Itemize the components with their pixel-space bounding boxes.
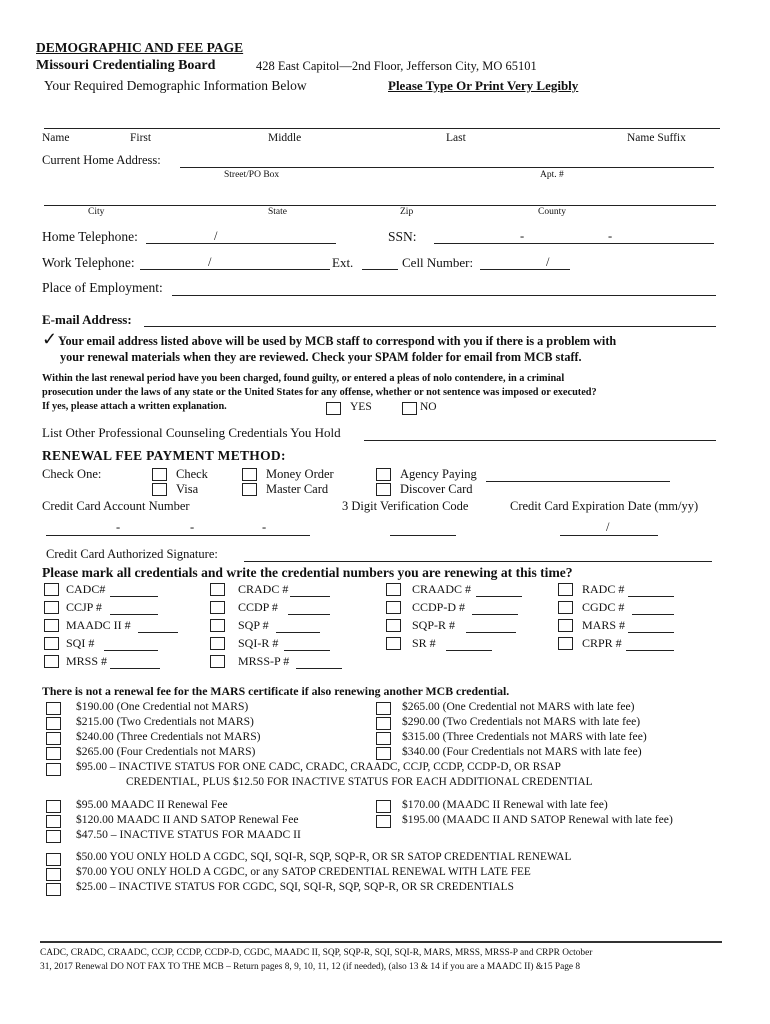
cradc-label: CRADC # (238, 582, 289, 596)
yes-label: YES (350, 401, 372, 413)
email-notice-line1: Your email address listed above will be used by MCB staff to correspond with you if there is a problem with (58, 334, 617, 348)
zip-label: Zip (400, 207, 414, 217)
fee-three-label: $240.00 (Three Credentials not MARS) (76, 730, 261, 743)
cadc-checkbox[interactable] (44, 583, 59, 596)
apt-input[interactable] (572, 152, 712, 167)
inactive-fee-line2: CREDENTIAL, PLUS $12.50 FOR INACTIVE STATUS FOR EACH ADDITIONAL CREDENTIAL (126, 776, 593, 788)
cell-number-label: Cell Number: (402, 255, 474, 270)
master-card-checkbox[interactable] (242, 483, 257, 496)
satop-late-checkbox[interactable] (46, 868, 61, 881)
maadc-ii-checkbox[interactable] (44, 619, 59, 632)
city-label: City (88, 207, 105, 217)
middle-label: Middle (268, 132, 302, 144)
footer-divider (40, 941, 722, 943)
cradc-checkbox[interactable] (210, 583, 225, 596)
phone-slash: / (214, 229, 218, 243)
money-order-label: Money Order (266, 467, 334, 481)
ccdp-d-label: CCDP-D # (412, 600, 466, 614)
maadc-late-label: $170.00 (MAADC II Renewal with late fee) (402, 798, 608, 811)
cell-number-input[interactable] (480, 254, 570, 269)
sqi-r-label: SQI-R # (238, 636, 279, 650)
city-input[interactable] (46, 190, 226, 205)
first-label: First (130, 132, 152, 144)
work-telephone-label: Work Telephone: (42, 255, 135, 270)
sr-label: SR # (412, 636, 436, 650)
maadc-satop-late-checkbox[interactable] (376, 815, 391, 828)
legibility-instruction: Please Type Or Print Very Legibly (388, 78, 579, 93)
satop-inactive-label: $25.00 – INACTIVE STATUS FOR CGDC, SQI, SQI-R, SQP, SQP-R, OR SR CREDENTIALS (76, 881, 514, 893)
mrss-p-label: MRSS-P # (238, 654, 290, 668)
discover-card-label: Discover Card (400, 482, 473, 496)
agency-paying-checkbox[interactable] (376, 468, 391, 481)
sqi-r-checkbox[interactable] (210, 637, 225, 650)
fee-one-checkbox[interactable] (46, 702, 61, 715)
sqp-checkbox[interactable] (210, 619, 225, 632)
fee-three-checkbox[interactable] (46, 732, 61, 745)
other-credentials-label: List Other Professional Counseling Credentials You Hold (42, 425, 341, 440)
legal-line3: If yes, please attach a written explanation. (42, 401, 227, 412)
sqp-label: SQP # (238, 618, 269, 632)
maadc-inactive-checkbox[interactable] (46, 830, 61, 843)
ssn-dash-1: - (520, 229, 525, 243)
crpr-label: CRPR # (582, 636, 622, 650)
fee-four-late-label: $340.00 (Four Credentials not MARS with late fee) (402, 745, 642, 758)
email-label: E-mail Address: (42, 312, 132, 327)
visa-label: Visa (176, 482, 199, 496)
mrss-checkbox[interactable] (44, 655, 59, 668)
subtitle: Your Required Demographic Information Below (44, 78, 307, 93)
sqp-r-checkbox[interactable] (386, 619, 401, 632)
legal-line1: Within the last renewal period have you been charged, found guilty, or entered a pleas of nolo contendere, in a criminal (42, 373, 565, 384)
legal-line2: prosecution under the laws of any state or the United States for any offense, whether or not sentence was imposed or executed? (42, 387, 597, 398)
email-input[interactable] (144, 310, 716, 325)
work-slash: / (208, 255, 212, 269)
expiration-slash: / (606, 520, 610, 534)
satop-inactive-checkbox[interactable] (46, 883, 61, 896)
fee-heading: There is not a renewal fee for the MARS certificate if also renewing another MCB credential. (42, 684, 510, 698)
fee-one-late-label: $265.00 (One Credential not MARS with late fee) (402, 700, 635, 713)
signature-label: Credit Card Authorized Signature: (46, 547, 218, 561)
ccjp-label: CCJP # (66, 600, 102, 614)
checkmark-icon: ✓ (42, 329, 58, 349)
zip-input[interactable] (390, 190, 520, 205)
cvv-label: 3 Digit Verification Code (342, 499, 469, 513)
satop-late-label: $70.00 YOU ONLY HOLD A CGDC, or any SATOP CREDENTIAL RENEWAL WITH LATE FEE (76, 866, 531, 878)
ssn-dash-2: - (608, 229, 613, 243)
home-telephone-label: Home Telephone: (42, 229, 138, 244)
work-telephone-input[interactable] (140, 254, 330, 269)
cadc-label: CADC# (66, 582, 106, 596)
apt-label: Apt. # (540, 170, 564, 180)
satop-fee-label: $50.00 YOU ONLY HOLD A CGDC, SQI, SQI-R, SQP, SQP-R, OR SR SATOP CREDENTIAL RENEWAL (76, 851, 572, 863)
state-input[interactable] (232, 190, 382, 205)
inactive-fee-line1: $95.00 – INACTIVE STATUS FOR ONE CADC, CRADC, CRAADC, CCJP, CCDP, CCDP-D, OR RSAP (76, 761, 561, 773)
craadc-label: CRAADC # (412, 582, 472, 596)
street-input[interactable] (182, 152, 562, 167)
crpr-checkbox[interactable] (558, 637, 573, 650)
home-address-label: Current Home Address: (42, 153, 161, 167)
visa-checkbox[interactable] (152, 483, 167, 496)
ccdp-label: CCDP # (238, 600, 278, 614)
last-label: Last (446, 132, 466, 144)
cgdc-checkbox[interactable] (558, 601, 573, 614)
maadc-late-checkbox[interactable] (376, 800, 391, 813)
check-one-label: Check One: (42, 467, 102, 481)
ccdp-checkbox[interactable] (210, 601, 225, 614)
cc-dash-2: - (190, 520, 195, 534)
sqi-label: SQI # (66, 636, 95, 650)
discover-card-checkbox[interactable] (376, 483, 391, 496)
footer-line2: 31, 2017 Renewal DO NOT FAX TO THE MCB – Return pages 8, 9, 10, 11, 12 (if needed), (also 13 & 14 if you are a MAADC II) &15 Page 8 (40, 962, 581, 972)
craadc-checkbox[interactable] (386, 583, 401, 596)
footer-line1: CADC, CRADC, CRAADC, CCJP, CCDP, CCDP-D, CGDC, MAADC II, SQP, SQP-R, SQI, SQI-R, MARS, MRSS, MRSS-P and CRPR October (40, 948, 593, 958)
maadc-ii-label: MAADC II # (66, 618, 131, 632)
other-credentials-input[interactable] (364, 424, 716, 439)
cc-dash-1: - (116, 520, 121, 534)
last-name-input[interactable] (408, 112, 608, 127)
cell-slash: / (546, 255, 550, 269)
mars-checkbox[interactable] (558, 619, 573, 632)
maadc-satop-late-label: $195.00 (MAADC II AND SATOP Renewal with late fee) (402, 813, 673, 826)
maadc-fee-checkbox[interactable] (46, 800, 61, 813)
page-title: DEMOGRAPHIC AND FEE PAGE (36, 40, 244, 55)
fee-four-late-checkbox[interactable] (376, 747, 391, 760)
radc-label: RADC # (582, 582, 625, 596)
mars-label: MARS # (582, 618, 626, 632)
fee-two-late-checkbox[interactable] (376, 717, 391, 730)
fee-three-late-label: $315.00 (Three Credentials not MARS with late fee) (402, 730, 647, 743)
check-checkbox[interactable] (152, 468, 167, 481)
radc-checkbox[interactable] (558, 583, 573, 596)
money-order-checkbox[interactable] (242, 468, 257, 481)
sqp-r-label: SQP-R # (412, 618, 456, 632)
cvv-input[interactable] (390, 519, 456, 534)
cc-dash-3: - (262, 520, 267, 534)
board-name: Missouri Credentialing Board (36, 58, 216, 73)
fee-one-label: $190.00 (One Credential not MARS) (76, 700, 249, 713)
credentials-heading: Please mark all credentials and write the credential numbers you are renewing at this time? (42, 565, 573, 580)
home-telephone-input[interactable] (146, 228, 336, 243)
no-label: NO (420, 401, 437, 413)
county-label: County (538, 207, 566, 217)
employment-input[interactable] (172, 279, 716, 294)
ccdp-d-checkbox[interactable] (386, 601, 401, 614)
maadc-fee-label: $95.00 MAADC II Renewal Fee (76, 798, 228, 811)
cc-number-input[interactable] (46, 519, 310, 534)
employment-label: Place of Employment: (42, 280, 163, 295)
maadc-inactive-label: $47.50 – INACTIVE STATUS FOR MAADC II (76, 828, 301, 841)
cgdc-label: CGDC # (582, 600, 625, 614)
fee-two-checkbox[interactable] (46, 717, 61, 730)
name-suffix-input[interactable] (615, 112, 715, 127)
middle-name-input[interactable] (252, 112, 402, 127)
agency-name-input[interactable] (486, 466, 670, 481)
agency-paying-label: Agency Paying (400, 467, 477, 481)
first-name-input[interactable] (96, 112, 246, 127)
street-label: Street/PO Box (224, 170, 280, 180)
mrss-label: MRSS # (66, 654, 108, 668)
inactive-fee-checkbox[interactable] (46, 763, 61, 776)
fee-one-late-checkbox[interactable] (376, 702, 391, 715)
maadc-satop-fee-checkbox[interactable] (46, 815, 61, 828)
fee-three-late-checkbox[interactable] (376, 732, 391, 745)
master-card-label: Master Card (266, 482, 329, 496)
expiration-label: Credit Card Expiration Date (mm/yy) (510, 499, 699, 513)
ext-input[interactable] (362, 254, 398, 269)
signature-input[interactable] (244, 545, 712, 560)
board-address: 428 East Capitol—2nd Floor, Jefferson City, MO 65101 (256, 59, 537, 73)
fee-four-label: $265.00 (Four Credentials not MARS) (76, 745, 256, 758)
ssn-label: SSN: (388, 229, 417, 244)
suffix-label: Name Suffix (627, 132, 686, 144)
county-input[interactable] (526, 190, 714, 205)
mrss-p-checkbox[interactable] (210, 655, 225, 668)
sr-checkbox[interactable] (386, 637, 401, 650)
name-label: Name (42, 132, 70, 144)
check-label: Check (176, 467, 208, 481)
payment-heading: RENEWAL FEE PAYMENT METHOD: (42, 448, 286, 463)
sqi-checkbox[interactable] (44, 637, 59, 650)
state-label: State (268, 207, 287, 217)
fee-four-checkbox[interactable] (46, 747, 61, 760)
ccjp-checkbox[interactable] (44, 601, 59, 614)
fee-two-label: $215.00 (Two Credentials not MARS) (76, 715, 254, 728)
satop-fee-checkbox[interactable] (46, 853, 61, 866)
ssn-input[interactable] (434, 228, 714, 243)
no-checkbox[interactable] (402, 402, 417, 415)
cc-number-label: Credit Card Account Number (42, 499, 190, 513)
email-notice-line2: your renewal materials when they are reviewed. Check your SPAM folder for email from MCB staff. (60, 350, 582, 364)
maadc-satop-fee-label: $120.00 MAADC II AND SATOP Renewal Fee (76, 813, 299, 826)
yes-checkbox[interactable] (326, 402, 341, 415)
fee-two-late-label: $290.00 (Two Credentials not MARS with late fee) (402, 715, 641, 728)
ext-label: Ext. (332, 255, 354, 270)
